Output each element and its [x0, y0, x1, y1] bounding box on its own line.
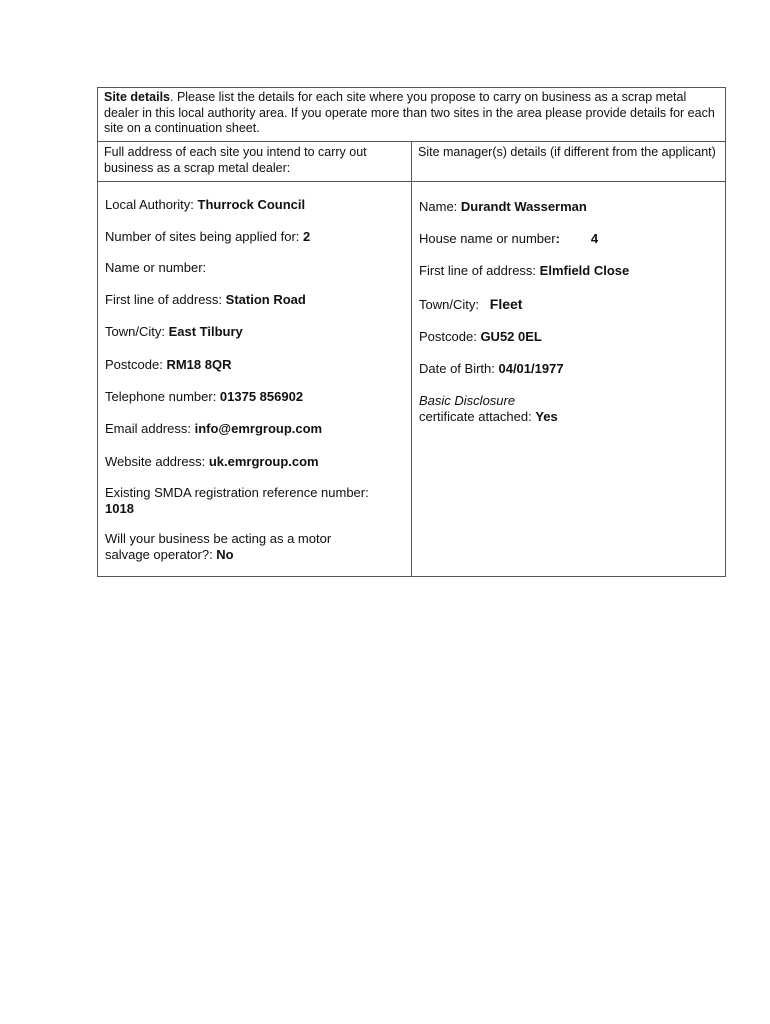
manager-town-field	[419, 296, 719, 313]
manager-name-value: Durandt Wasserman	[460, 199, 587, 214]
local-authority-label: Local Authority:	[105, 197, 198, 212]
manager-house-field	[419, 231, 719, 247]
manager-house-colon: :	[555, 231, 560, 246]
manager-house-label: House name or number	[419, 231, 556, 246]
site-name-number-field	[105, 260, 405, 276]
site-email-field	[105, 421, 405, 437]
site-website-field	[105, 454, 405, 470]
site-postcode-value: RM18 8QR	[166, 357, 232, 372]
site-email-label: Email address:	[105, 421, 195, 436]
site-first-line-value: Station Road	[225, 292, 306, 307]
site-telephone-value: 01375 856902	[219, 389, 304, 404]
manager-postcode-field	[419, 329, 719, 345]
site-first-line-field	[105, 292, 405, 308]
site-email-value: info@emrgroup.com	[194, 421, 323, 436]
manager-disclosure-field	[419, 393, 719, 425]
site-name-number-label: Name or number:	[105, 260, 207, 275]
site-town-value: East Tilbury	[168, 324, 243, 339]
num-sites-label: Number of sites being applied for:	[105, 229, 303, 244]
site-postcode-label: Postcode:	[105, 357, 167, 372]
manager-name-label: Name:	[419, 199, 461, 214]
intro-lead: Site details	[104, 90, 170, 104]
site-town-field	[105, 324, 405, 340]
column-divider	[411, 142, 412, 576]
site-address-header: Full address of each site you intend to carry out business as a scrap metal dealer:	[98, 142, 412, 182]
manager-dob-field	[419, 361, 719, 377]
num-sites-field	[105, 229, 405, 245]
smda-reference-value: 1018	[105, 501, 134, 516]
site-telephone-label: Telephone number:	[105, 389, 220, 404]
site-telephone-field	[105, 389, 405, 405]
local-authority-field	[105, 197, 405, 213]
smda-reference-field	[105, 485, 405, 517]
site-first-line-label: First line of address:	[105, 292, 226, 307]
site-website-label: Website address:	[105, 454, 209, 469]
site-postcode-field	[105, 357, 405, 373]
disclosure-label: certificate attached:	[419, 409, 536, 424]
manager-first-line-value: Elmfield Close	[539, 263, 630, 278]
site-manager-header: Site manager(s) details (if different from the applicant)	[412, 142, 725, 182]
manager-house-value: 4	[590, 231, 599, 246]
site-details-form	[97, 87, 726, 577]
motor-salvage-value: No	[216, 547, 234, 562]
manager-town-label: Town/City:	[419, 297, 490, 312]
manager-first-line-field	[419, 263, 719, 279]
smda-reference-label: Existing SMDA registration reference number:	[105, 485, 369, 500]
site-town-label: Town/City:	[105, 324, 169, 339]
manager-town-value: Fleet	[489, 296, 523, 312]
motor-salvage-label: Will your business be acting as a motor salvage operator?:	[105, 531, 332, 562]
manager-postcode-label: Postcode:	[419, 329, 481, 344]
disclosure-label-italic: Basic Disclosure	[419, 393, 516, 408]
site-website-value: uk.emrgroup.com	[208, 454, 319, 469]
manager-dob-label: Date of Birth:	[419, 361, 499, 376]
manager-first-line-label: First line of address:	[419, 263, 540, 278]
disclosure-value: Yes	[535, 409, 558, 424]
motor-salvage-field	[105, 531, 360, 563]
num-sites-value: 2	[303, 229, 311, 244]
site-details-intro	[98, 88, 725, 142]
manager-dob-value: 04/01/1977	[498, 361, 564, 376]
manager-postcode-value: GU52 0EL	[480, 329, 542, 344]
manager-name-field	[419, 199, 719, 215]
local-authority-value: Thurrock Council	[197, 197, 306, 212]
intro-text: . Please list the details for each site where you propose to carry on business as a scrap metal dealer in this local authority area. If you operate more than two sites in the area please provide details for each site on a continuation sheet.	[104, 90, 715, 135]
